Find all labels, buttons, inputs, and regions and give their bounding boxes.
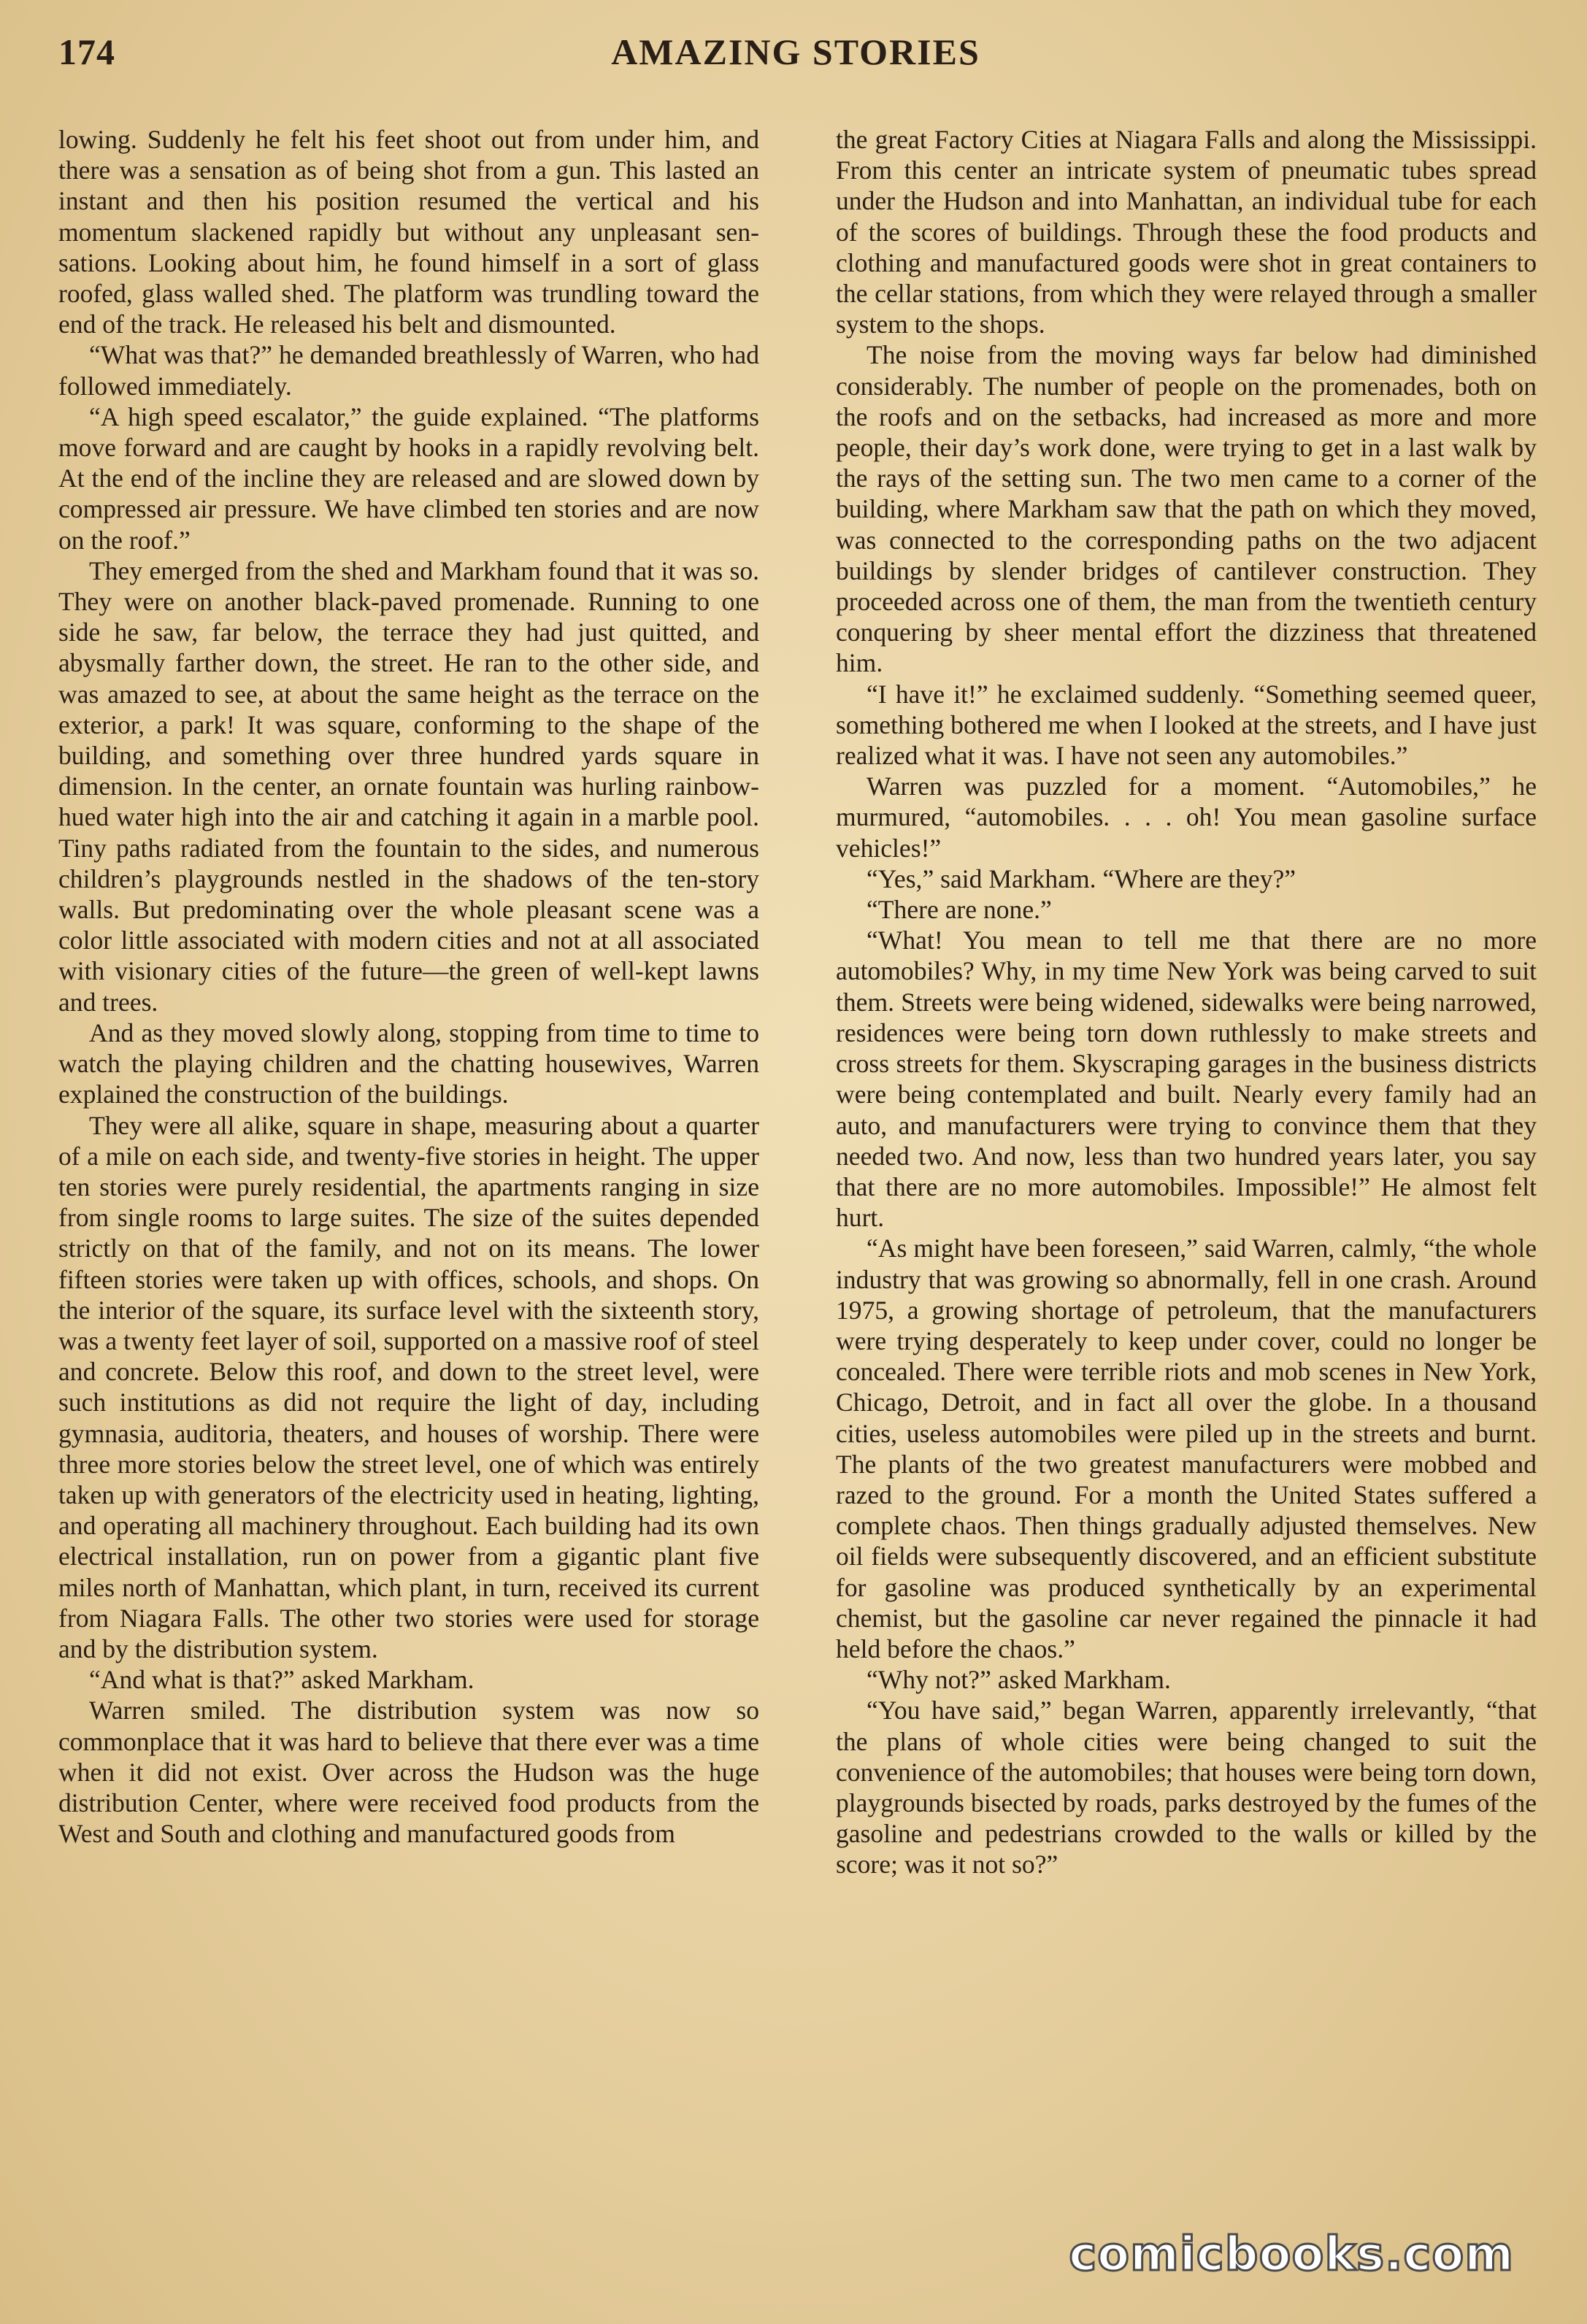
paragraph: the great Factory Cities at Niagara Falls and along the Mississippi. From this center an intricate system of pneumatic tubes spread under the Hudson and into Manhattan, an individual tube for each of the scores of buildings. Through these the food products and clothing and manufactured goods were shot in great containers to the cellar stations, from which they were relayed through a smaller system to the shops. [836, 125, 1537, 339]
paragraph: “What was that?” he demanded breathlessly of Warren, who had followed immediately. [58, 340, 759, 401]
magazine-title: AMAZING STORIES [611, 31, 980, 72]
paragraph: Warren was puzzled for a moment. “Automobiles,” he murmured, “automobiles. . . . oh! You mean gasoline surface vehicles!” [836, 772, 1537, 863]
page-number: 174 [58, 31, 115, 72]
paragraph: The noise from the moving ways far below had diminished considerably. The number of people on the promenades, both on the roofs and on the setbacks, had increased as more and more people, their day’s work done, were trying to get in a last walk by the rays of the setting sun. The two men came to a corner of the building, where Markham saw that the path on which they moved, was connected to the corresponding paths on the two adjacent buildings by slender bridges of cantilever construction. They proceeded across one of them, the man from the twentieth century conquering by sheer mental effort the dizziness that threatened him. [836, 340, 1537, 678]
right-column [836, 124, 1537, 2270]
paragraph: “I have it!” he exclaimed suddenly. “Something seemed queer, something bothered me when I looked at the streets, and I have just realized what it was. I have not seen any automobiles.” [836, 679, 1537, 771]
running-head [58, 31, 1533, 74]
paragraph: “A high speed escalator,” the guide explained. “The platforms move forward and are caught by hooks in a rapidly revolving belt. At the end of the incline they are released and are slowed down by compressed air pressure. We have climbed ten stories and are now on the roof.” [58, 401, 759, 555]
paragraph: lowing. Suddenly he felt his feet shoot out from under him, and there was a sensation as of being shot from a gun. This lasted an instant and then his position resumed the vertical and his momentum slackened rapidly but without any unpleasant sensations. Looking about him, he found himself in a sort of glass roofed, glass walled shed. The platform was trundling toward the end of the track. He released his belt and dismounted. [58, 125, 759, 339]
paragraph: They emerged from the shed and Markham found that it was so. They were on another black-paved promenade. Running to one side he saw, far below, the terrace they had just quitted, and abysmally farther down, the street. He ran to the other side, and was amazed to see, at about the same height as the terrace on the exterior, a park! It was square, conforming to the shape of the building, and something over three hundred yards square in dimension. In the center, an ornate fountain was hurling rainbow-hued water high into the air and catching it again in a marble pool. Tiny paths radiated from the fountain to the sides, and numerous children’s playgrounds nestled in the shadows of the ten-story walls. But predominating over the whole pleasant scene was a color little associated with modern cities and not at all associated with visionary cities of the future—the green of well-kept lawns and trees. [58, 555, 759, 1017]
paragraph: Warren smiled. The distribution system was now so commonplace that it was hard to believe that there ever was a time when it did not exist. Over across the Hudson was the huge distribution Center, where were received food products from the West and South and clothing and manufactured goods from [58, 1696, 759, 1849]
paragraph: “There are none.” [866, 895, 1052, 925]
paragraph: “And what is that?” asked Markham. [89, 1665, 474, 1695]
paragraph: “As might have been foreseen,” said Warren, calmly, “the whole industry that was growing so abnormally, fell in one crash. Around 1975, a growing shortage of petroleum, that the manufacturers were trying desperately to keep under cover, could no longer be concealed. There were terrible riots and mob scenes in New York, Chicago, Detroit, and in fact all over the globe. In a thousand cities, useless automobiles were piled up in the streets and burnt. The plants of the two greatest manufacturers were mobbed and razed to the ground. For a month the United States suffered a complete chaos. Then things gradually adjusted themselves. New oil fields were subsequently discovered, and an efficient substitute for gasoline was produced synthetically by an experimental chemist, but the gasoline car never regained the pinnacle it had held before the chaos.” [836, 1234, 1537, 1663]
paragraph: “You have said,” began Warren, apparently irrelevantly, “that the plans of whole cities were being changed to suit the convenience of the automobiles; that houses were being torn down, playgrounds bisected by roads, parks destroyed by the fumes of the gasoline and pedestrians crowded to the walls or killed by the score; was it not so?” [836, 1696, 1537, 1879]
watermark: comicbooks.com [1069, 2228, 1514, 2282]
left-column [58, 124, 759, 2270]
paragraph: “Yes,” said Markham. “Where are they?” [866, 863, 1296, 893]
paragraph: “What! You mean to tell me that there are no more automobiles? Why, in my time New York was being carved to suit them. Streets were being widened, sidewalks were being narrowed, residences were being torn down ruthlessly to make streets and cross streets for them. Skyscraping garages in the business districts were being contemplated and built. Nearly every family had an auto, and manufacturers were trying to convince them that they needed two. And now, less than two hundred years later, you say that there are no more automobiles. Impossible!” He almost felt hurt. [836, 926, 1537, 1233]
paragraph: And as they moved slowly along, stopping from time to time to watch the playing children and the chatting housewives, Warren explained the construction of the buildings. [58, 1017, 759, 1109]
paragraph: “Why not?” asked Markham. [866, 1665, 1171, 1695]
paragraph: They were all alike, square in shape, measuring about a quarter of a mile on each side, and twenty-five stories in height. The upper ten stories were purely residential, the apartments ranging in size from single rooms to large suites. The size of the suites depended strictly on that of the family, and not on its means. The lower fifteen stories were taken up with offices, schools, and shops. On the interior of the square, its surface level with the sixteenth story, was a twenty feet layer of soil, supported on a massive roof of steel and concrete. Below this roof, and down to the street level, were such institutions as did not require the light of day, including gymnasia, auditoria, theaters, and houses of worship. There were three more stories below the street level, one of which was entirely taken up with generators of the electricity used in heating, lighting, and operating all machinery throughout. Each building had its own electrical installation, run on power from a gigantic plant five miles north of Manhattan, which plant, in turn, received its current from Niagara Falls. The other two stories were used for storage and by the distribution system. [58, 1110, 759, 1663]
